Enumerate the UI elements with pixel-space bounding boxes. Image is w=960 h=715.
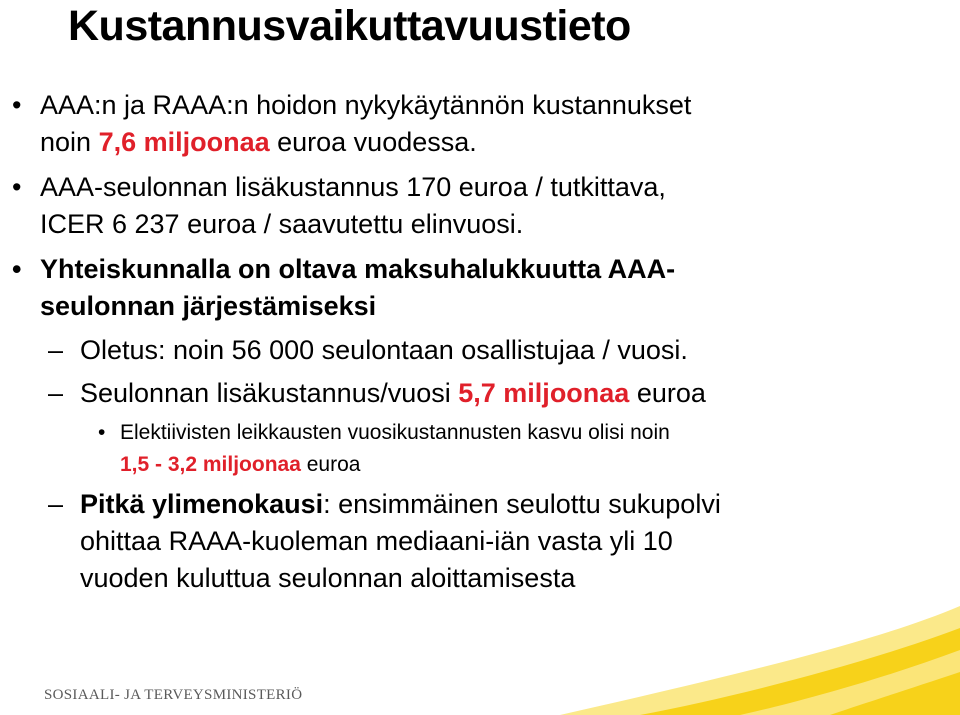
bullet-marker: •: [98, 421, 106, 444]
bullet-1-line-1: AAA:n ja RAAA:n hoidon nykykäytännön kustannukset: [40, 90, 692, 120]
subsubitem-line-2: 1,5 - 3,2 miljoonaa euroa: [120, 453, 361, 476]
footer-ministry-name: SOSIAALI- JA TERVEYSMINISTERIÖ: [44, 687, 303, 703]
dash-marker: –: [48, 378, 64, 408]
bullet-3-line-1: Yhteiskunnalla on oltava maksuhalukkuutta AAA-: [40, 254, 676, 284]
bullet-1-line-2: noin 7,6 miljoonaa euroa vuodessa.: [40, 127, 477, 157]
subitem-oletus-text: Oletus: noin 56 000 seulontaan osallistujaa / vuosi.: [80, 335, 688, 365]
subitem-ylimenokausi-line-3: vuoden kuluttua seulonnan aloittamisesta: [80, 563, 576, 593]
bullet-marker: •: [12, 172, 22, 202]
bullet-marker: •: [12, 90, 22, 120]
subitem-lisakustannus-text: Seulonnan lisäkustannus/vuosi 5,7 miljoonaa euroa: [80, 378, 706, 408]
dash-marker: –: [48, 335, 64, 365]
bullet-2-line-1: AAA-seulonnan lisäkustannus 170 euroa / tutkittava,: [40, 172, 666, 202]
highlight-amount: 5,7 miljoonaa: [458, 378, 630, 408]
slide-title: Kustannusvaikuttavuustieto: [68, 2, 631, 50]
subitem-ylimenokausi-line-1: Pitkä ylimenokausi: ensimmäinen seulottu sukupolvi: [80, 489, 721, 519]
bullet-marker: •: [12, 254, 22, 284]
subitem-ylimenokausi-line-2: ohittaa RAAA-kuoleman mediaani-iän vasta yli 10: [80, 526, 673, 556]
bullet-2-line-2: ICER 6 237 euroa / saavutettu elinvuosi.: [40, 209, 524, 239]
subsubitem-line-1: Elektiivisten leikkausten vuosikustannusten kasvu olisi noin: [120, 421, 670, 444]
highlight-amount: 1,5 - 3,2 miljoonaa: [120, 453, 301, 476]
bold-phrase: Pitkä ylimenokausi: [80, 489, 324, 519]
dash-marker: –: [48, 489, 64, 519]
bullet-3-line-2: seulonnan järjestämiseksi: [40, 291, 377, 321]
highlight-amount: 7,6 miljoonaa: [98, 127, 270, 157]
